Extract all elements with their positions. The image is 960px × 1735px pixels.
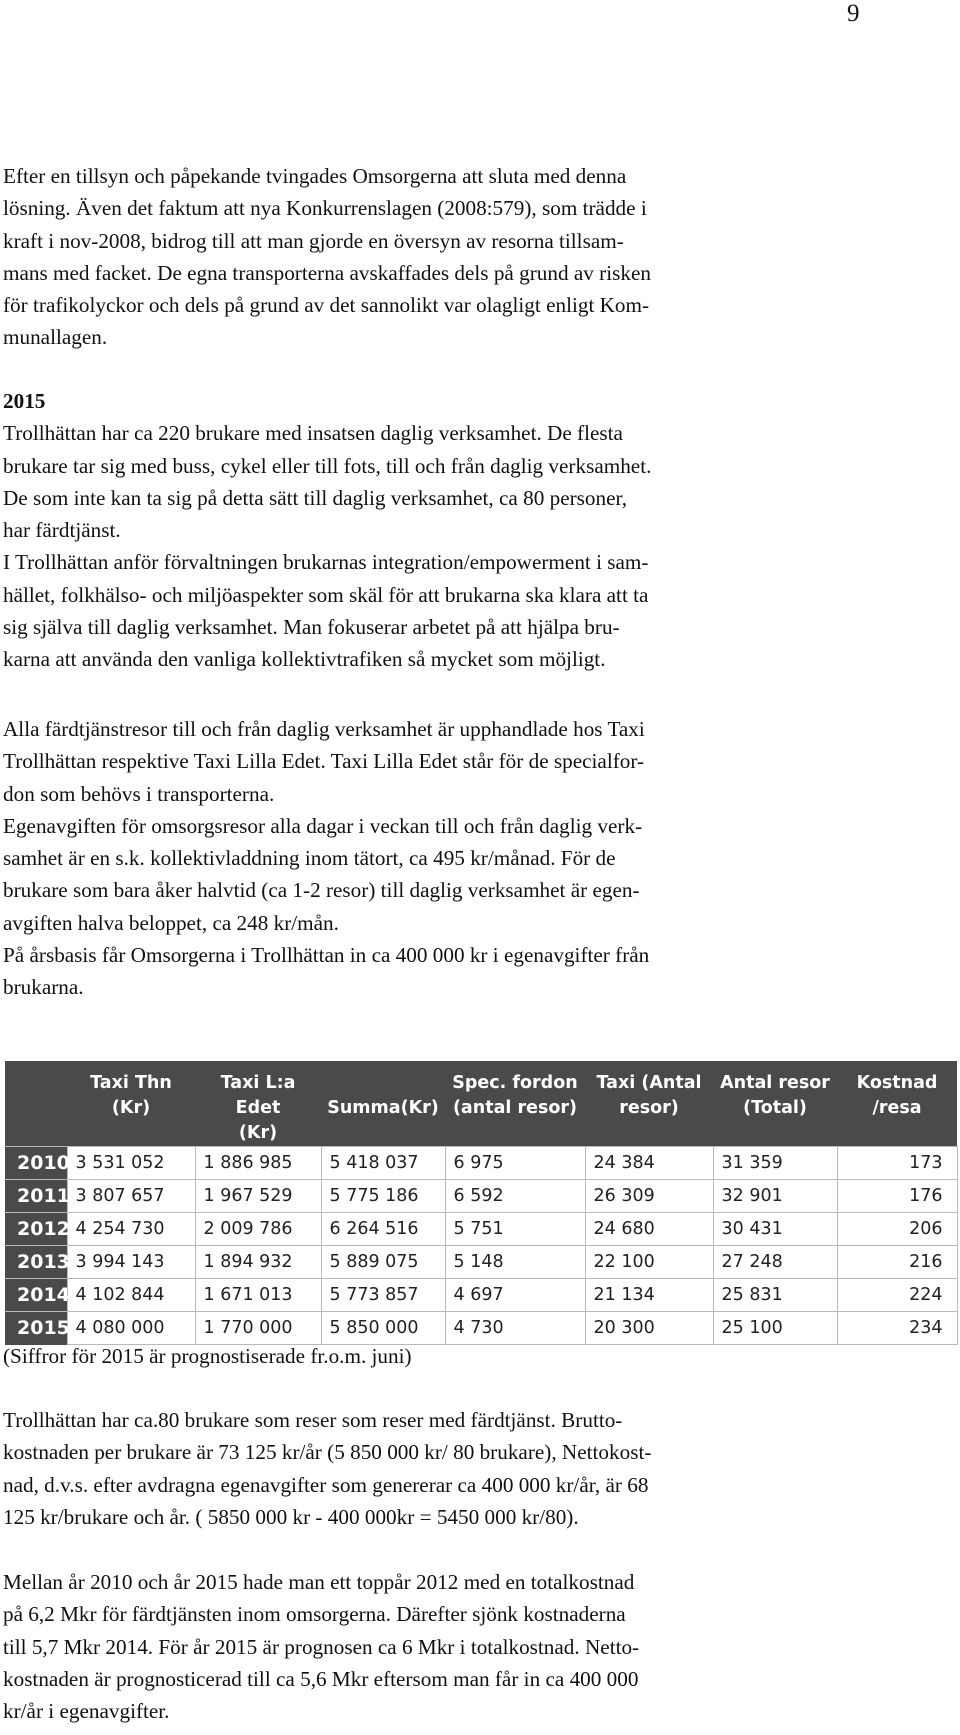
table-cell: 1 770 000 [195, 1312, 321, 1345]
header-line: (antal resor) [452, 1098, 578, 1118]
header-taxi-antal [585, 1061, 713, 1147]
table-cell: 176 [837, 1180, 957, 1213]
page-number: 9 [847, 0, 860, 27]
text-line: hället, folkhälso- och miljöaspekter som skäl för att brukarna ska klara att ta [3, 582, 649, 607]
header-summa [321, 1061, 445, 1147]
header-taxi-la-edet [195, 1061, 321, 1147]
table-cell: 22 100 [585, 1246, 713, 1279]
header-line: Antal resor [720, 1073, 830, 1093]
table-cell: 5 850 000 [321, 1312, 445, 1345]
text-line: don som behövs i transporterna. [3, 781, 275, 806]
header-line: Summa(Kr) [327, 1098, 439, 1118]
row-year: 2013 [5, 1246, 67, 1279]
cost-table [5, 1061, 957, 1339]
table-row [5, 1246, 957, 1279]
header-line: /resa [872, 1098, 922, 1118]
table-cell: 1 894 932 [195, 1246, 321, 1279]
table-cell: 4 697 [445, 1279, 585, 1312]
header-line: Taxi (Antal [596, 1073, 702, 1093]
text-line: karna att använda den vanliga kollektivtrafiken så mycket som möjligt. [3, 647, 606, 672]
table-cell: 5 889 075 [321, 1246, 445, 1279]
text-line: mans med facket. De egna transporterna avskaffades dels på grund av risken [3, 260, 651, 285]
header-line: (Kr) [238, 1123, 278, 1143]
table-cell: 31 359 [713, 1147, 837, 1180]
table-cell: 6 975 [445, 1147, 585, 1180]
table-cell: 24 384 [585, 1147, 713, 1180]
table-cell: 4 102 844 [67, 1279, 195, 1312]
row-year: 2014 [5, 1279, 67, 1312]
text-line: I Trollhättan anför förvaltningen brukarnas integration/empowerment i sam- [3, 550, 649, 575]
text-line: sig själva till daglig verksamhet. Man fokuserar arbetet på att hjälpa bru- [3, 615, 620, 640]
table-cell: 1 671 013 [195, 1279, 321, 1312]
text-line: Trollhättan har ca 220 brukare med insatsen daglig verksamhet. De flesta [3, 421, 623, 446]
text-line: kostnaden per brukare är 73 125 kr/år (5 850 000 kr/ 80 brukare), Nettokost- [3, 1440, 652, 1465]
header-spec-fordon [445, 1061, 585, 1147]
header-line: (Total) [743, 1098, 807, 1118]
header-line: Taxi L:a Edet [220, 1073, 296, 1118]
text-line: nad, d.v.s. efter avdragna egenavgifter som genererar ca 400 000 kr/år, är 68 [3, 1472, 649, 1497]
text-line: brukare tar sig med buss, cykel eller till fots, till och från daglig verksamhet. [3, 453, 652, 478]
table-cell: 6 592 [445, 1180, 585, 1213]
text-line: 125 kr/brukare och år. ( 5850 000 kr - 400 000kr = 5450 000 kr/80). [3, 1504, 579, 1529]
text-line: avgiften halva beloppet, ca 248 kr/mån. [3, 910, 339, 935]
table-cell: 3 531 052 [67, 1147, 195, 1180]
text-line: brukare som bara åker halvtid (ca 1-2 resor) till daglig verksamhet är egen- [3, 878, 640, 903]
taxi-paragraph [3, 713, 958, 1004]
header-line: Kostnad [856, 1073, 938, 1093]
table-cell: 216 [837, 1246, 957, 1279]
text-line: Mellan år 2010 och år 2015 hade man ett toppår 2012 med en totalkostnad [3, 1570, 635, 1594]
text-line: brukarna. [3, 975, 84, 1000]
table-cell: 206 [837, 1213, 957, 1246]
table-cell: 3 994 143 [67, 1246, 195, 1279]
header-kostnad-resa [837, 1061, 957, 1147]
text-line: Trollhättan har ca.80 brukare som reser som reser med färdtjänst. Brutto- [3, 1408, 623, 1432]
table-cell: 5 775 186 [321, 1180, 445, 1213]
section-heading: 2015 [3, 389, 46, 413]
table-cell: 3 807 657 [67, 1180, 195, 1213]
header-antal-resor [713, 1061, 837, 1147]
text-line: på 6,2 Mkr för färdtjänsten inom omsorgerna. Därefter sjönk kostnaderna [3, 1602, 626, 1627]
header-taxi-thn [67, 1061, 195, 1147]
table-cell: 5 773 857 [321, 1279, 445, 1312]
table-row [5, 1279, 957, 1312]
table-cell: 4 730 [445, 1312, 585, 1345]
row-year: 2011 [5, 1180, 67, 1213]
text-line: för trafikolyckor och dels på grund av det sannolikt var olagligt enligt Kom- [3, 293, 650, 318]
table-cell: 5 418 037 [321, 1147, 445, 1180]
text-line: De som inte kan ta sig på detta sätt till daglig verksamhet, ca 80 personer, [3, 485, 628, 510]
text-line: munallagen. [3, 325, 108, 350]
table-cell: 4 080 000 [67, 1312, 195, 1345]
row-year: 2015 [5, 1312, 67, 1345]
table-cell: 27 248 [713, 1246, 837, 1279]
table-row [5, 1147, 957, 1180]
text-line: har färdtjänst. [3, 518, 121, 543]
text-line: lösning. Även det faktum att nya Konkurrenslagen (2008:579), som trädde i [3, 196, 647, 221]
table-cell: 224 [837, 1279, 957, 1312]
table-cell: 2 009 786 [195, 1213, 321, 1246]
text-line: Alla färdtjänstresor till och från daglig verksamhet är upphandlade hos Taxi [3, 717, 645, 741]
text-line: till 5,7 Mkr 2014. För år 2015 är prognosen ca 6 Mkr i totalkostnad. Netto- [3, 1634, 640, 1659]
header-line [323, 1071, 443, 1096]
text-line: Egenavgiften för omsorgsresor alla dagar i veckan till och från daglig verk- [3, 813, 643, 838]
table-cell: 1 886 985 [195, 1147, 321, 1180]
text-line: samhet är en s.k. kollektivladdning inom tätort, ca 495 kr/månad. För de [3, 846, 616, 871]
row-year: 2012 [5, 1213, 67, 1246]
table-cell: 25 100 [713, 1312, 837, 1345]
header-line: (Kr) [111, 1098, 151, 1118]
table-row [5, 1180, 957, 1213]
section-2015 [3, 385, 958, 676]
cost-paragraph [3, 1404, 958, 1533]
table-cell: 173 [837, 1147, 957, 1180]
header-line: Spec. fordon [452, 1073, 578, 1093]
text-line: Trollhättan respektive Taxi Lilla Edet. Taxi Lilla Edet står för de specialfor- [3, 749, 645, 774]
table-cell: 20 300 [585, 1312, 713, 1345]
table-cell: 1 967 529 [195, 1180, 321, 1213]
table-cell: 30 431 [713, 1213, 837, 1246]
row-year: 2010 [5, 1147, 67, 1180]
table-note: (Siffror för 2015 är prognostiserade fr.o.m. juni) [3, 1344, 412, 1368]
table-cell: 25 831 [713, 1279, 837, 1312]
cost-table-grid [5, 1061, 958, 1345]
header-line: Taxi Thn [90, 1073, 172, 1093]
table-cell: 26 309 [585, 1180, 713, 1213]
summary-paragraph [3, 1566, 958, 1727]
table-cell: 6 264 516 [321, 1213, 445, 1246]
table-corner [5, 1061, 67, 1147]
table-row [5, 1213, 957, 1246]
header-line: resor) [619, 1098, 679, 1118]
table-header-row [5, 1061, 957, 1147]
table-cell: 24 680 [585, 1213, 713, 1246]
table-cell: 4 254 730 [67, 1213, 195, 1246]
table-cell: 5 751 [445, 1213, 585, 1246]
intro-paragraph [3, 160, 958, 354]
table-cell: 32 901 [713, 1180, 837, 1213]
text-line: På årsbasis får Omsorgerna i Trollhättan in ca 400 000 kr i egenavgifter från [3, 943, 650, 968]
table-cell: 234 [837, 1312, 957, 1345]
text-line: kraft i nov-2008, bidrog till att man gjorde en översyn av resorna tillsam- [3, 228, 624, 253]
table-cell: 21 134 [585, 1279, 713, 1312]
table-cell: 5 148 [445, 1246, 585, 1279]
text-line: kostnaden är prognosticerad till ca 5,6 Mkr eftersom man får in ca 400 000 [3, 1666, 639, 1691]
text-line: kr/år i egenavgifter. [3, 1699, 170, 1724]
text-line: Efter en tillsyn och påpekande tvingades Omsorgerna att sluta med denna [3, 164, 627, 188]
